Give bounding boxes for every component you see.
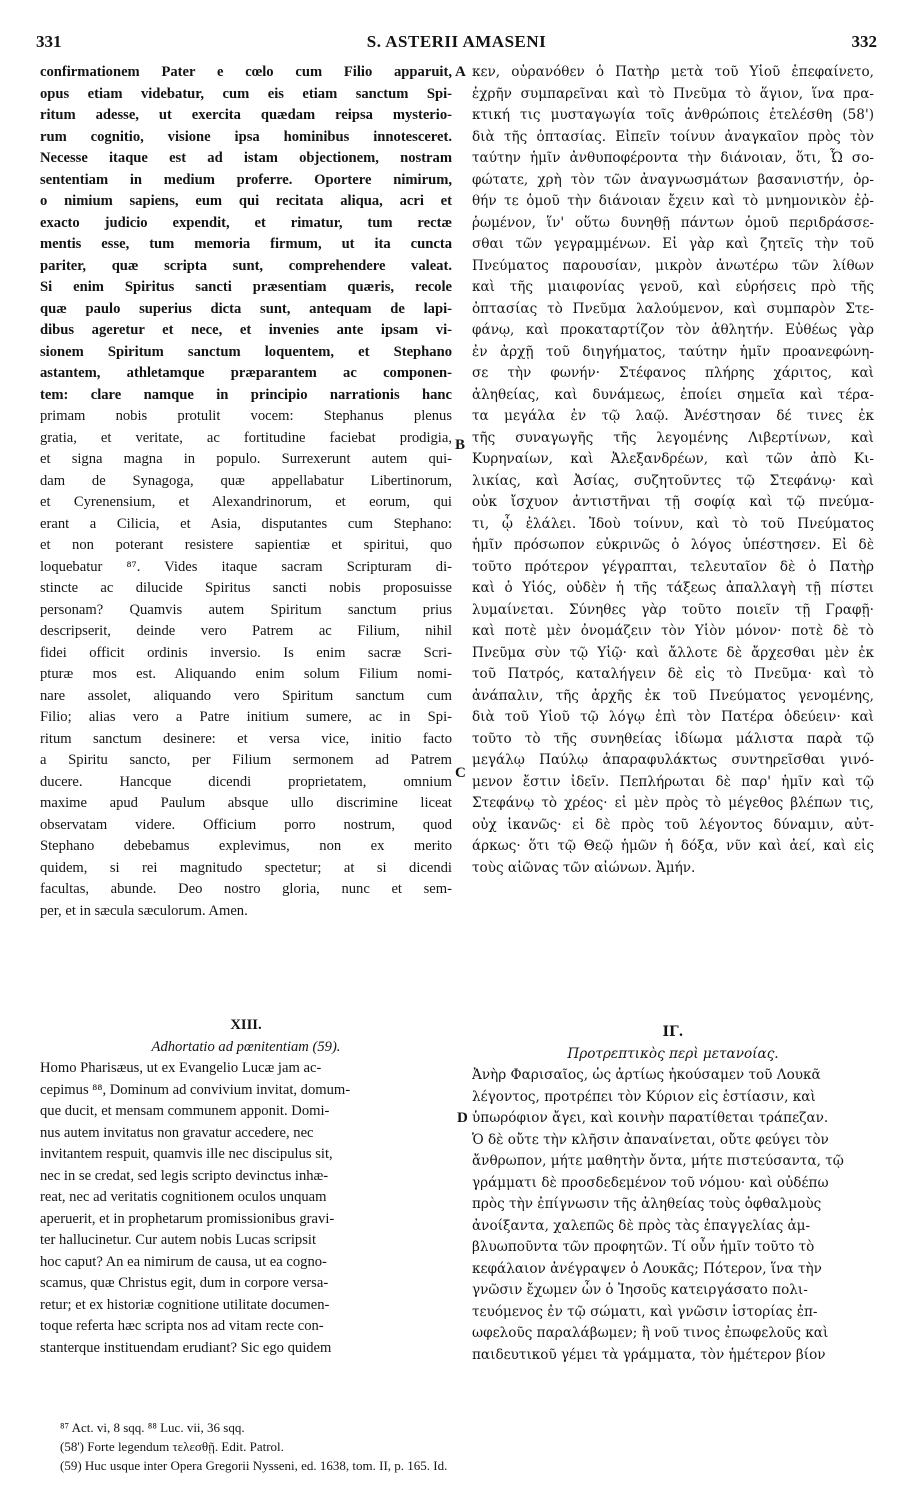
text-line: Πνεῦμα σὺν τῷ Υἱῷ· καὶ ἄλλοτε δὲ ἄρχεσθαι μὲν ἐκ bbox=[472, 644, 874, 661]
text-line: nare assolet, aliquando vero Spiritum sanctum cum bbox=[40, 687, 452, 704]
text-line: σε τὴν φωνήν· Στέφανος πλήρης χάριτος, καὶ bbox=[472, 365, 874, 381]
page-number-left: 331 bbox=[36, 32, 62, 51]
text-line: τοῦτο τὸ τῆς συνηθείας ἰδίωμα μάλιστα παρὰ τῷ bbox=[472, 730, 874, 747]
text-line: et signa magna in populo. Surrexerunt autem qui- bbox=[40, 451, 452, 467]
text-line: et non poterant resistere sapientiæ et spiritui, quo bbox=[40, 537, 452, 553]
page-number-right: 332 bbox=[851, 32, 877, 51]
section-title: Προτρεπτικὸς περὶ μετανοίας. bbox=[567, 1045, 779, 1062]
text-line: mentis esse, tum memoria firmum, ut ita cuncta bbox=[40, 236, 452, 252]
text-line: cepimus ⁸⁸, Dominum ad convivium invitat, domum- bbox=[40, 1081, 351, 1098]
text-line: nus autem invitatus non gravatur accedere, nec bbox=[40, 1124, 314, 1141]
margin-marker-b: B bbox=[455, 437, 466, 453]
text-line: μεγάλῳ Παύλῳ ἀπαραφυλάκτως συντηρεῖσθαι γινό- bbox=[472, 752, 874, 768]
text-line: κεφάλαιον ἀνέγραψεν ὁ Λουκᾶς; Πότερον, ἵνα τὴν bbox=[472, 1260, 822, 1277]
text-line: τοῦτο πρότερον γέγραπται, τελευταῖον δὲ ὁ Πατὴρ bbox=[472, 558, 874, 575]
text-line: stanterque instituendam erudiant? Sic ego quidem bbox=[40, 1339, 332, 1356]
section-body bbox=[40, 1058, 452, 1359]
page-header bbox=[36, 32, 877, 56]
text-line: pariter, quæ scripta sunt, comprehendere valeat. bbox=[40, 257, 452, 274]
text-line: rum cognitio, visione ipsa hominibus innotesceret. bbox=[40, 128, 452, 145]
text-line: λέγοντος, προτρέπει τὸν Κύριον εἰς ἑστίασιν, καὶ bbox=[472, 1088, 816, 1105]
text-line: τοὺς αἰῶνας τῶν αἰώνων. Ἀμήν. bbox=[472, 859, 696, 876]
text-line: ὀπτασίας τὸ Πνεῦμα λαλούμενον, καὶ συμπαρὸν Στε- bbox=[472, 300, 874, 317]
margin-marker-c: C bbox=[455, 765, 466, 781]
text-line: stincte ac dilucide Spiritus sancti nobis proposuisse bbox=[40, 580, 452, 596]
text-line: σθαι τῶν γεγραμμένων. Εἰ γὰρ καὶ ζητεῖς τὴν τοῦ bbox=[472, 236, 874, 252]
text-line: o nimium sapiens, eum qui recitata aliqua, acri et bbox=[40, 193, 452, 209]
text-line: πρὸς τὴν ἐπίγνωσιν τῆς ἀληθείας τοὺς ὀφθαλμοὺς bbox=[472, 1196, 822, 1212]
text-line: καὶ ποτὲ μὲν ὀνομάζειν τὸν Υἱὸν μόνον· ποτὲ δὲ τὸ bbox=[472, 623, 874, 639]
text-line: καὶ ὁ Υἱός, οὐδὲν ἡ τῆς τάξεως ἀπαλλαγὴ τῇ πίστει bbox=[472, 580, 874, 596]
text-line: φάνῳ, καὶ προκαταρτίζον τὸν ἀθλητήν. Εὐθέως γὰρ bbox=[472, 322, 874, 338]
text-line: invitantem respuit, quamvis ille nec discipulus sit, bbox=[40, 1146, 333, 1162]
text-line: διὰ τοῦ Υἱοῦ τῷ λόγῳ ἐπὶ τὸν Πατέρα ὁδεύειν· καὶ bbox=[472, 709, 874, 725]
text-line: opus etiam videbatur, cum eis etiam sanctum Spi- bbox=[40, 85, 452, 102]
text-line: pturæ mos est. Aliquando enim solum Filium nomi- bbox=[40, 666, 452, 682]
text-line: μενον ἔστιν ἰδεῖν. Πεπλήρωται δὲ παρ' ἡμῖν καὶ τῷ bbox=[472, 773, 874, 790]
text-line: άρκως· ὅτι τῷ Θεῷ ἡμῶν ἡ δόξα, νῦν καὶ ἀεί, καὶ εἰς bbox=[472, 838, 874, 854]
text-line: quidem, si rei magnitudo spectetur; at si dicendi bbox=[40, 859, 452, 876]
section-body bbox=[472, 1065, 874, 1366]
text-line: observatam videre. Officium porro nostrum, quod bbox=[40, 816, 452, 833]
greek-column bbox=[472, 62, 874, 879]
text-line: Ἀνὴρ Φαρισαῖος, ὡς ἀρτίως ἠκούσαμεν τοῦ Λουκᾶ bbox=[472, 1067, 821, 1083]
text-line: Filio; alias vero a Patre initium sumere, ac in Spi- bbox=[40, 709, 452, 725]
text-line: ἀληθείας, καὶ δυνάμεως, ἐποίει σημεῖα καὶ τέρα- bbox=[472, 386, 874, 403]
text-line: Ὁ δὲ οὔτε τὴν κλῆσιν ἀπαναίνεται, οὔτε φεύγει τὸν bbox=[472, 1131, 829, 1148]
text-line: fidei officit ordinis inversio. Is enim sacræ Scri- bbox=[40, 644, 452, 661]
text-line: ducere. Hancque dicendi proprietatem, omnium bbox=[40, 773, 452, 790]
margin-marker-a: A bbox=[455, 64, 466, 80]
text-line: reat, nec ad veritatis cognitionem oculos unquam bbox=[40, 1189, 327, 1205]
text-line: γνῶσιν ἔχωμεν ὧν ὁ Ἰησοῦς κατειργάσατο πολι- bbox=[472, 1282, 808, 1298]
text-line: ῥωμένον, ἵν' οὕτω δυνηθῇ πάντων ὁμοῦ περιδράσσε- bbox=[472, 214, 874, 231]
text-line: aperuerit, et in prophetarum promissionibus gravi- bbox=[40, 1210, 335, 1227]
section-number: XIII. bbox=[230, 1017, 262, 1033]
text-line: λυμαίνεται. Σύνηθες γὰρ τοῦτο ποιεῖν τῇ Γραφῇ· bbox=[472, 601, 874, 618]
text-line: ritum adesse, ut exercita quædam reipsa mysterio- bbox=[40, 107, 452, 123]
text-line: nec in se credat, sed legis scripto devinctus inhæ- bbox=[40, 1167, 329, 1184]
footnotes bbox=[60, 1418, 880, 1475]
text-line: Stephano debebamus explevimus, non ex merito bbox=[40, 838, 452, 854]
text-line: οὐχ ἱκανῶς· εἰ δὲ πρὸς τοῦ λέγοντος δύναμιν, αὐτ- bbox=[472, 816, 874, 833]
text-line: ἡμῖν πρόσωπον εὐκρινῶς ὁ λόγος ὑπέστησεν. Εἰ δὲ bbox=[472, 537, 874, 553]
section-number: ΙΓ. bbox=[662, 1024, 684, 1040]
text-line: κεν, οὐρανόθεν ὁ Πατὴρ μετὰ τοῦ Υἱοῦ ἐπεφαίνετο, bbox=[472, 64, 874, 80]
text-line: toque referta hæc scripta nos ad vitam recte con- bbox=[40, 1318, 324, 1334]
text-line: φώτατε, χρὴ τὸν τῶν ἀναγνωσμάτων βασανιστήν, ὀρ- bbox=[472, 171, 874, 188]
text-line: descripserit, deinde vero Patrem ac Filium, nihil bbox=[40, 623, 452, 639]
text-line: Πνεύματος παρουσίαν, μικρὸν ἀνωτέρω τῶν λίθων bbox=[472, 257, 874, 274]
text-line: sententiam in medium proferre. Oportere nimirum, bbox=[40, 171, 452, 188]
text-line: scamus, quæ Christus egit, dum in corpore versa- bbox=[40, 1275, 329, 1291]
text-line: confirmationem Pater e cœlo cum Filio apparuit, bbox=[40, 64, 452, 80]
text-line: et Cyrenensium, et Alexandrinorum, et eorum, qui bbox=[40, 494, 452, 510]
margin-marker-d: D bbox=[457, 1110, 468, 1126]
text-line: Στεφάνῳ τὸ χρέος· εἰ μὲν πρὸς τὸ μέγεθος βλέπων τις, bbox=[472, 795, 874, 811]
text-line: hoc caput? An ea nimirum de causa, ut ea cogno- bbox=[40, 1253, 327, 1270]
text-line: primam nobis protulit vocem: Stephanus plenus bbox=[40, 408, 452, 424]
text-line: quæ paulo superius dicta sunt, antequam de lapi- bbox=[40, 300, 452, 317]
text-line: τευόμενος ἐν τῷ σώματι, καὶ γνῶσιν ἱστορίας ἐπ- bbox=[472, 1303, 818, 1320]
text-line: ἄνθρωπον, μήτε μαθητὴν ὄντα, μήτε πιστεύσαντα, τῷ bbox=[472, 1153, 844, 1169]
text-line: τοῦ Πατρός, καταλήγειν δὲ εἰς τὸ Πνεῦμα· καὶ τὸ bbox=[472, 666, 874, 682]
section-title: Adhortatio ad pœnitentiam (59). bbox=[151, 1039, 341, 1055]
text-line: ταύτην ἡμῖν ἀνθυποφέροντα τὴν διάνοιαν, ὅτι, Ὦ σο- bbox=[472, 150, 874, 166]
footnote-87-88: ⁸⁷ Act. vi, 8 sqq. ⁸⁸ Luc. vii, 36 sqq. bbox=[60, 1420, 245, 1435]
text-line: βλυωποῦντα τῶν προφητῶν. Τί οὖν ἡμῖν τοῦτο τὸ bbox=[472, 1239, 815, 1255]
text-line: ωφελοῦς παραλάβωμεν; ἢ νοῦ τινος ἐπωφελοῦς καὶ bbox=[472, 1325, 829, 1341]
text-line: loquebatur ⁸⁷. Vides itaque sacram Scripturam di- bbox=[40, 558, 452, 575]
text-line: καὶ τῆς μιαιφονίας γενοῦ, καὶ εὑρήσεις πρὸ τῆς bbox=[472, 279, 874, 295]
text-line: τα μεγάλα ἐν τῷ λαῷ. Ἀνέστησαν δέ τινες ἐκ bbox=[472, 408, 874, 424]
text-line: Κυρηναίων, καὶ Ἀλεξανδρέων, καὶ τῶν ἀπὸ Κι- bbox=[472, 451, 874, 467]
text-line: retur; et ex historiæ cognitione utilitate documen- bbox=[40, 1296, 330, 1313]
text-line: ritum sanctum desinere: et versa vice, initio facto bbox=[40, 730, 452, 747]
text-line: gratia, et veritate, ac fortitudine faciebat prodigia, bbox=[40, 429, 452, 446]
footnote-58: (58') Forte legendum τελεσθῇ. Edit. Patrol. bbox=[60, 1439, 284, 1454]
text-line: dibus ageretur et nece, et invenies ante ipsam vi- bbox=[40, 322, 452, 338]
text-line: διὰ τῆς ὀπτασίας. Εἰπεῖν τοίνυν ἀναγκαῖον πρὸς τὸν bbox=[472, 128, 874, 145]
text-line: κτική τις μυσταγωγία τοῖς ἀνθρώποις ἐτελέσθη (58') bbox=[472, 107, 874, 123]
text-line: οὐκ ἴσχυον ἀντιστῆναι τῇ σοφίᾳ καὶ τῷ πνεύμα- bbox=[472, 494, 874, 510]
text-line: τι, ᾧ ἐλάλει. Ἰδοὺ τοίνυν, καὶ τὸ τοῦ Πνεύματος bbox=[472, 515, 874, 532]
text-line: maxime apud Paulum absque ullo discrimine liceat bbox=[40, 795, 452, 811]
text-line: que ducit, et mensam communem apponit. Domi- bbox=[40, 1103, 330, 1119]
footnote-59: (59) Huc usque inter Opera Gregorii Nysseni, ed. 1638, tom. II, p. 165. Id. bbox=[60, 1458, 448, 1473]
text-line: dam de Synagoga, quæ appellabatur Libertinorum, bbox=[40, 472, 452, 489]
text-line: ἀνάπαλιν, τῆς ἀρχῆς ἐκ τοῦ Πνεύματος γενομένης, bbox=[472, 687, 874, 704]
text-line: per, et in sæcula sæculorum. Amen. bbox=[40, 902, 248, 919]
text-line: λικίας, καὶ Ἀσίας, συζητοῦντες τῷ Στεφάνῳ· καὶ bbox=[472, 472, 874, 489]
text-line: ἀνοίξαντα, χαλεπῶς δὲ πρὸς τὰς ἐπαγγελίας ἀμ- bbox=[472, 1217, 811, 1234]
text-line: exacto judicio expendit, et rimatur, tum rectæ bbox=[40, 214, 452, 231]
text-line: ter hallucinetur. Cur autem nobis Lucas scripsit bbox=[40, 1232, 316, 1248]
text-line: γράμματι δὲ προσδεδεμένον τοῦ νόμου· καὶ οὐδέπω bbox=[472, 1174, 829, 1191]
text-line: ἐχρῆν συμπαρεῖναι καὶ τὸ Πνεῦμα τὸ ἅγιον, ἵνα πρα- bbox=[472, 85, 874, 102]
text-line: ἐν ἀρχῇ τοῦ διηγήματος, ταύτην ἡμῖν προανεφώνη- bbox=[472, 343, 874, 360]
latin-section-xiii bbox=[40, 1014, 452, 1359]
text-line: erant a Cilicia, et Asia, disputantes cum Stephano: bbox=[40, 515, 452, 532]
running-title: S. ASTERII AMASENI bbox=[366, 32, 547, 51]
text-line: Si enim Spiritus sancti præsentiam quæris, recole bbox=[40, 279, 452, 295]
text-line: θήν τε ὁμοῦ τὴν διάνοιαν ἔχειν καὶ τὸ μνημονικὸν ἐῤ- bbox=[472, 193, 874, 209]
text-line: tem: clare namque in principio narrationis hanc bbox=[40, 386, 452, 403]
text-line: a Spiritu sancto, per Filium sermonem ad Patrem bbox=[40, 752, 452, 768]
text-line: παιδευτικοῦ γέμει τὰ γράμματα, τὸν ἡμέτερον βίον bbox=[472, 1346, 826, 1363]
text-line: astantem, athletamque præparantem ac componen- bbox=[40, 365, 452, 381]
text-line: Necesse itaque est ad istam objectionem, nostram bbox=[40, 150, 452, 166]
text-line: sionem Spiritum sanctum loquentem, et Stephano bbox=[40, 343, 452, 360]
text-line: τῆς συναγωγῆς τῆς λεγομένης Λιβερτίνων, καὶ bbox=[472, 429, 874, 446]
text-line: personam? Quamvis autem Spiritum sanctum prius bbox=[40, 601, 452, 618]
text-line: ὑπωρόφιον ἄγει, καὶ κοινὴν παρατίθεται τράπεζαν. bbox=[472, 1110, 829, 1126]
latin-column bbox=[40, 62, 452, 922]
text-line: Homo Pharisæus, ut ex Evangelio Lucæ jam ac- bbox=[40, 1060, 322, 1076]
text-line: facultas, abunde. Deo nostro gloria, nunc et sem- bbox=[40, 881, 452, 897]
greek-section-13 bbox=[472, 1022, 874, 1366]
